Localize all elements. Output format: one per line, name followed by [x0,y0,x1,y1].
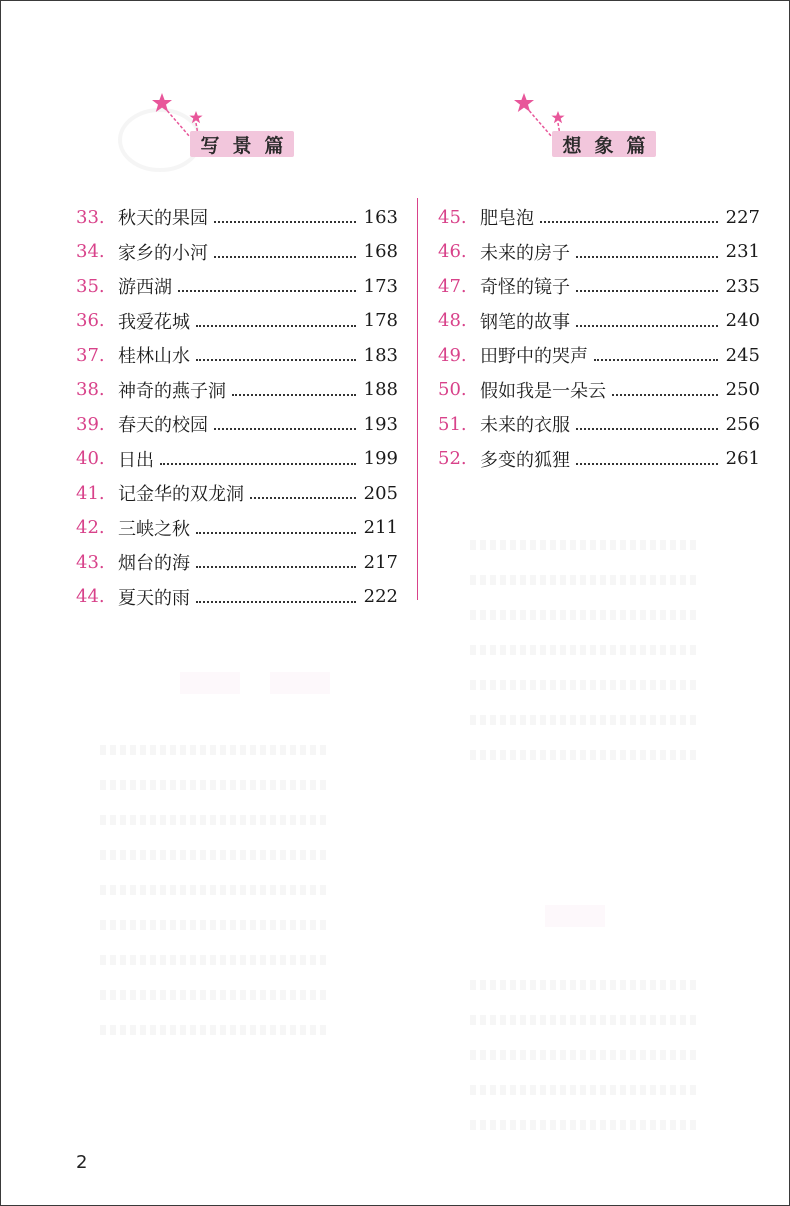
dot-leader [196,601,356,603]
entry-page: 227 [725,206,760,228]
entry-title: 日出 [118,449,154,471]
entry-page: 222 [363,586,398,608]
dot-leader [594,359,718,361]
entry-page: 250 [725,379,760,401]
entry-page: 199 [363,448,398,470]
entry-title: 春天的校园 [118,415,208,437]
toc-entry[interactable] [76,235,398,270]
section-header-right [514,93,654,163]
toc-right [438,200,760,476]
toc-entry[interactable] [438,442,760,477]
entry-number: 42. [76,517,105,539]
entry-number: 40. [76,448,105,470]
entry-page: 163 [363,206,398,228]
entry-title: 神奇的燕子洞 [118,380,226,402]
toc-entry[interactable] [76,338,398,373]
dot-leader [196,566,356,568]
entry-number: 52. [438,448,467,470]
entry-title: 秋天的果园 [118,208,208,230]
title-char: 篇 [626,134,646,157]
entry-title: 奇怪的镜子 [480,277,570,299]
entry-page: 235 [725,275,760,297]
entry-title: 夏天的雨 [118,587,190,609]
toc-entry[interactable] [76,511,398,546]
toc-entry[interactable] [438,269,760,304]
entry-number: 51. [438,413,467,435]
entry-title: 记金华的双龙洞 [118,484,244,506]
dot-leader [250,497,356,499]
entry-number: 49. [438,344,467,366]
entry-page: 240 [725,310,760,332]
entry-page: 217 [363,551,398,573]
entry-title: 田野中的哭声 [480,346,588,368]
toc-entry[interactable] [76,580,398,615]
entry-number: 37. [76,344,105,366]
toc-entry[interactable] [76,269,398,304]
entry-number: 45. [438,206,467,228]
entry-title: 游西湖 [118,277,172,299]
toc-entry[interactable] [76,373,398,408]
title-char: 写 [200,134,220,157]
toc-entry[interactable] [438,407,760,442]
dot-leader [612,394,718,396]
title-char: 篇 [264,134,284,157]
entry-title: 家乡的小河 [118,242,208,264]
entry-title: 多变的狐狸 [480,449,570,471]
entry-number: 46. [438,241,467,263]
entry-page: 183 [363,344,398,366]
entry-page: 193 [363,413,398,435]
entry-number: 48. [438,310,467,332]
entry-title: 我爱花城 [118,311,190,333]
dot-leader [576,325,718,327]
toc-entry[interactable] [438,338,760,373]
title-char: 想 [562,134,582,157]
toc-entry[interactable] [76,304,398,339]
toc-entry[interactable] [438,373,760,408]
entry-page: 211 [363,517,398,539]
dot-leader [576,256,718,258]
dot-leader [576,428,718,430]
entry-page: 231 [725,241,760,263]
section-title-imagination [552,131,656,157]
entry-title: 三峡之秋 [118,518,190,540]
entry-page: 173 [363,275,398,297]
entry-page: 188 [363,379,398,401]
dot-leader [232,394,356,396]
page-number: 2 [76,1152,88,1173]
dot-leader [214,428,356,430]
toc-left [76,200,398,614]
entry-number: 50. [438,379,467,401]
dot-leader [576,290,718,292]
entry-page: 245 [725,344,760,366]
entry-page: 168 [363,241,398,263]
entry-number: 33. [76,206,105,228]
dot-leader [576,463,718,465]
entry-title: 钢笔的故事 [480,311,570,333]
entry-number: 47. [438,275,467,297]
dot-leader [178,290,356,292]
toc-entry[interactable] [438,235,760,270]
dot-leader [214,221,356,223]
dot-leader [196,359,356,361]
dot-leader [196,532,356,534]
toc-entry[interactable] [76,476,398,511]
entry-title: 假如我是一朵云 [480,380,606,402]
entry-number: 44. [76,586,105,608]
dot-leader [196,325,356,327]
entry-number: 35. [76,275,105,297]
dot-leader [540,221,718,223]
section-header-left [152,93,292,163]
entry-number: 39. [76,413,105,435]
column-divider [417,198,418,600]
toc-entry[interactable] [76,407,398,442]
entry-title: 未来的房子 [480,242,570,264]
entry-number: 41. [76,482,105,504]
entry-number: 43. [76,551,105,573]
title-char: 景 [232,134,252,157]
section-title-writing-scenery [190,131,294,157]
entry-title: 肥皂泡 [480,208,534,230]
entry-page: 256 [725,413,760,435]
entry-page: 261 [725,448,760,470]
entry-number: 34. [76,241,105,263]
entry-page: 205 [363,482,398,504]
toc-entry[interactable] [438,200,760,235]
entry-title: 烟台的海 [118,553,190,575]
entry-title: 未来的衣服 [480,415,570,437]
entry-title: 桂林山水 [118,346,190,368]
toc-entry[interactable] [438,304,760,339]
dot-leader [214,256,356,258]
entry-number: 38. [76,379,105,401]
entry-page: 178 [363,310,398,332]
toc-entry[interactable] [76,442,398,477]
toc-entry[interactable] [76,200,398,235]
dot-leader [160,463,356,465]
entry-number: 36. [76,310,105,332]
title-char: 象 [594,134,614,157]
toc-entry[interactable] [76,545,398,580]
